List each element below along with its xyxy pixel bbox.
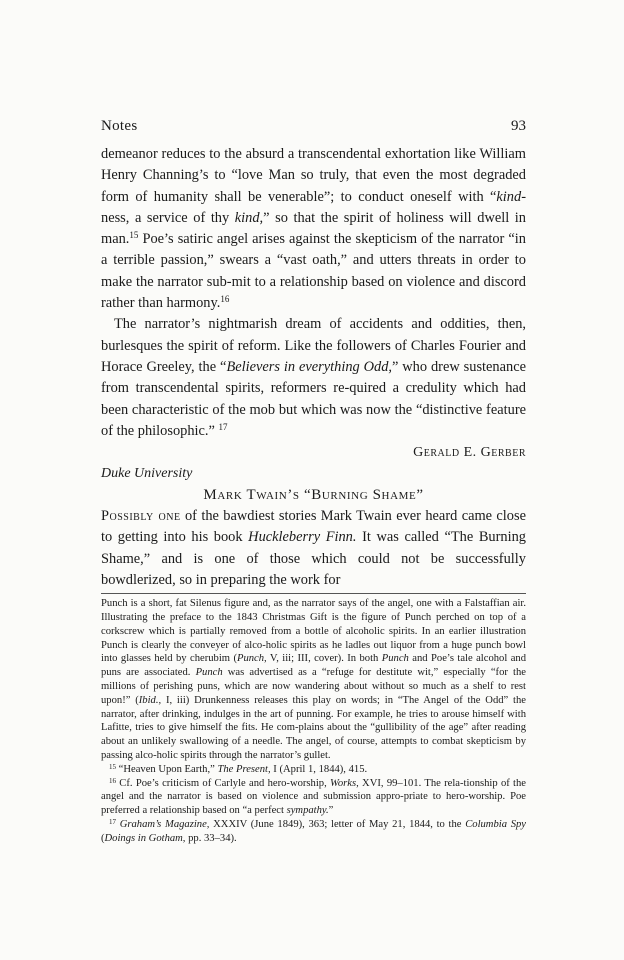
footnote-continuation: Punch is a short, fat Silenus figure and, as the narrator says of the angel, one with a Falstaffian air. Illustrating the preface to the 1843 Christmas Gift is the figure of Punch perched on top of a corkscrew which is partially removed from a bottle of alcoholic spirits. In an earlier illustration Punch is clearly the conveyer of alco-holic spirits as he ladles out liquor from a huge punch bowl into glasses held by cherubim (Punch, V, iii; III, cover). In both Punch and Poe’s tale alcohol and puns are associated. Punch was advertised as a “refuge for destitute wit,” especially “for the millions of perishing puns, which are now wandering about without so much as a shelf to rest upon!” (Ibid., I, iii) Drunkenness releases this play on words; in “The Angel of the Odd” the narrator, after drinking, indulges in the art of punning. For example, he tries to arouse himself with Lafitte, tries to give himself the fits. He com-plains about the “gullibility of the age” after reading about an unlikely swallowing of a needle. The angel, of course, attempts to combat skepticism by passing alco-holic spirits through the narrator’s gullet. (101, 598, 527, 761)
author-affiliation: Duke University (101, 466, 193, 482)
paragraph-2: The narrator’s nightmarish dream of accidents and oddities, then, burlesques the spirit of reform. Like the followers of Charles Fourier and Horace Greeley, the “Believers in everything Odd,” who drew sustenance from transcendental spirits, reformers re-quired a credulity which had been characteristic of the mob but which was now the “distinctive feature of the philosophic.” $^{17}$ (101, 316, 526, 439)
note-title: Mark Twain’s “Burning Shame” (203, 486, 424, 503)
running-head-section: Notes (101, 118, 138, 134)
footnote-17: $^{17}$ Graham’s Magazine, XXXIV (June 1849), 363; letter of May 21, 1844, to the Columbia Spy (Doings in Gotham, pp. 33–34). (101, 817, 526, 844)
running-head (101, 118, 526, 144)
author-signature: Gerald E. Gerber (413, 445, 526, 461)
paragraph-3: Possibly one of the bawdiest stories Mark Twain ever heard came close to getting into his book Huckleberry Finn. It was called “The Burning Shame,” and is one of those which could not be successfully bowdlerized, so in preparing the work for (101, 508, 526, 588)
footnotes (101, 597, 526, 845)
footnote-ref-17: 17 (218, 421, 228, 432)
main-text (101, 144, 526, 591)
paragraph-1: demeanor reduces to the absurd a transcendental exhortation like William Henry Channing’s to “love Man so truly, that even the most degraded form of humanity shall be venerable”; to conduct oneself with “kind-ness, a service of thy kind,” so that the spirit of holiness will dwell in man.$^{15}$ Poe’s satiric angel arises against the skepticism of the narrator “in a terrible passion,” swears a “vast oath,” and utters threats in order to make the narrator sub-mit to a relationship based on violence and discord rather than harmony.$^{16}$ (101, 146, 526, 312)
footnote-ref-15: 15 (129, 230, 139, 241)
page-number: 93 (511, 118, 526, 134)
book-page (101, 118, 526, 846)
footnote-16: $^{16}$ Cf. Poe’s criticism of Carlyle and hero-worship, Works, XVI, 99–101. The rela-tionship of the angel and the narrator is based on violence and submission appro-priate to hero-worship. Poe preferred a relationship based on “a perfect sympathy.” (101, 776, 526, 817)
footnote-ref-16: 16 (220, 294, 230, 305)
footnote-rule (101, 593, 526, 594)
footnote-15: $^{15}$ “Heaven Upon Earth,” The Present, I (April 1, 1844), 415. (109, 762, 368, 775)
